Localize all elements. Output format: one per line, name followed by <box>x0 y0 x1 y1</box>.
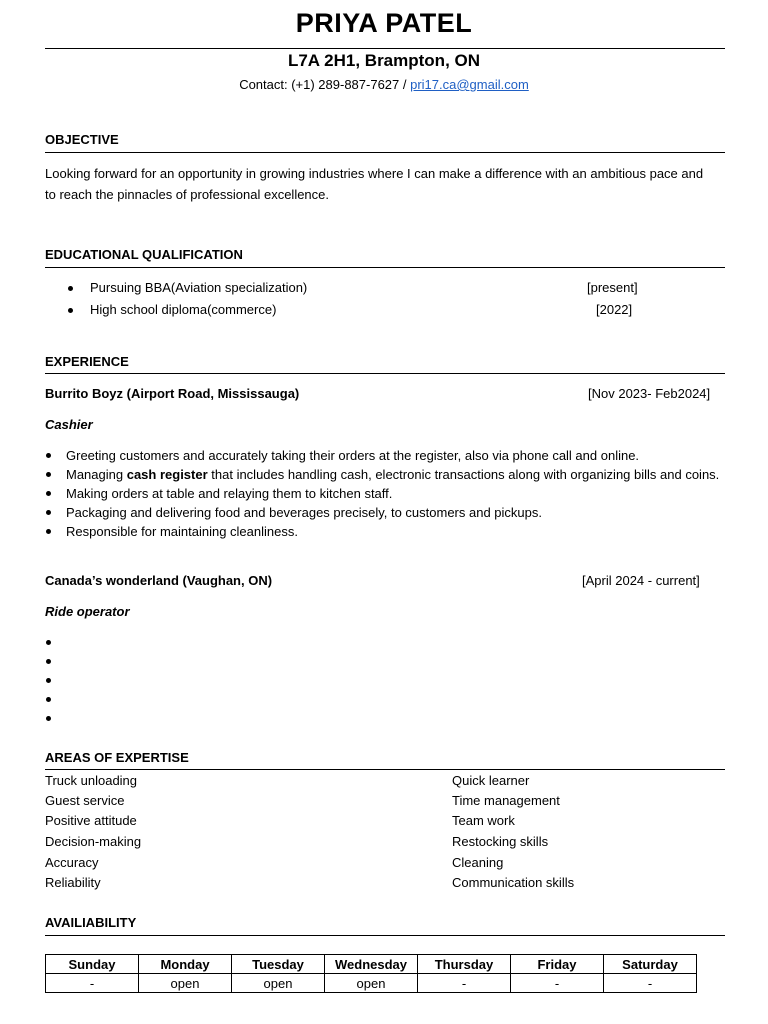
skill-item: Accuracy <box>45 855 99 870</box>
skill-item: Decision-making <box>45 834 142 849</box>
day-header: Sunday <box>46 955 139 974</box>
skill-item: Restocking skills <box>452 834 549 849</box>
bullet-icon <box>46 529 51 534</box>
availability-table <box>45 954 697 993</box>
email-link[interactable]: pri17.ca@gmail.com <box>410 77 529 92</box>
objective-divider <box>45 152 725 153</box>
job-dates: [April 2024 - current] <box>582 573 700 588</box>
education-date: [present] <box>587 280 638 295</box>
bullet-icon <box>46 472 51 477</box>
day-header: Wednesday <box>325 955 418 974</box>
skill-item: Time management <box>452 793 560 808</box>
education-item <box>68 280 307 295</box>
bullet-icon <box>46 716 51 721</box>
availability-cell: - <box>604 974 697 993</box>
candidate-name: PRIYA PATEL <box>295 8 473 38</box>
job-duties-list <box>45 446 725 541</box>
list-item <box>45 503 725 522</box>
table-row <box>46 974 697 993</box>
availability-cell: - <box>511 974 604 993</box>
contact-line <box>0 77 768 92</box>
skill-item: Team work <box>452 813 515 828</box>
skill-item: Communication skills <box>452 875 575 890</box>
objective-heading: OBJECTIVE <box>45 132 119 147</box>
list-item <box>45 446 725 465</box>
education-label: High school diploma(commerce) <box>90 302 277 317</box>
objective-text: Looking forward for an opportunity in growing industries where I can make a difference with an ambitious pace and to reach the pinnacles of professional excellence. <box>45 166 704 202</box>
expertise-divider <box>45 769 725 770</box>
day-header: Thursday <box>418 955 511 974</box>
availability-heading: AVAILIABILITY <box>45 915 137 930</box>
duty-text: that includes handling cash, electronic transactions along with organizing bills and coins. <box>207 467 720 482</box>
duty-text: Packaging and delivering food and beverages precisely, to customers and pickups. <box>66 505 542 520</box>
education-divider <box>45 267 725 268</box>
list-item <box>45 465 725 484</box>
skill-item: Quick learner <box>452 773 530 788</box>
contact-phone: Contact: (+1) 289-887-7627 <box>239 77 400 92</box>
duty-emphasis: cash register <box>126 467 208 482</box>
skill-item: Truck unloading <box>45 773 138 788</box>
availability-divider <box>45 935 725 936</box>
availability-cell: open <box>325 974 418 993</box>
day-header: Tuesday <box>232 955 325 974</box>
availability-cell: open <box>139 974 232 993</box>
bullet-icon <box>46 678 51 683</box>
duty-text: Managing <box>66 467 127 482</box>
job-employer: Burrito Boyz (Airport Road, Mississauga) <box>45 386 300 401</box>
duty-text: Greeting customers and accurately taking their orders at the register, also via phone call and online. <box>66 448 640 463</box>
table-header-row <box>46 955 697 974</box>
education-date: [2022] <box>596 302 633 317</box>
job-dates: [Nov 2023- Feb2024] <box>588 386 711 401</box>
job-role: Cashier <box>45 417 93 432</box>
skill-item: Positive attitude <box>45 813 137 828</box>
availability-cell: open <box>232 974 325 993</box>
address: L7A 2H1, Brampton, ON <box>287 51 481 70</box>
job-employer: Canada’s wonderland (Vaughan, ON) <box>45 573 273 588</box>
education-item <box>68 302 276 317</box>
duty-text: Making orders at table and relaying them to kitchen staff. <box>66 486 393 501</box>
bullet-icon <box>46 453 51 458</box>
bullet-icon <box>46 697 51 702</box>
day-header: Friday <box>511 955 604 974</box>
availability-cell: - <box>46 974 139 993</box>
day-header: Saturday <box>604 955 697 974</box>
skill-item: Cleaning <box>452 855 504 870</box>
bullet-icon <box>46 640 51 645</box>
experience-heading: EXPERIENCE <box>45 354 129 369</box>
bullet-icon <box>68 286 73 291</box>
header-divider <box>45 48 725 49</box>
list-item <box>45 522 725 541</box>
skill-item: Reliability <box>45 875 101 890</box>
bullet-icon <box>46 491 51 496</box>
list-item <box>45 484 725 503</box>
bullet-icon <box>46 510 51 515</box>
bullet-icon <box>46 659 51 664</box>
availability-cell: - <box>418 974 511 993</box>
bullet-icon <box>68 308 73 313</box>
expertise-heading: AREAS OF EXPERTISE <box>45 750 189 765</box>
education-heading: EDUCATIONAL QUALIFICATION <box>45 247 243 262</box>
day-header: Monday <box>139 955 232 974</box>
experience-divider <box>45 373 725 374</box>
skill-item: Guest service <box>45 793 125 808</box>
duty-text: Responsible for maintaining cleanliness. <box>66 524 298 539</box>
education-label: Pursuing BBA(Aviation specialization) <box>90 280 308 295</box>
job-role: Ride operator <box>45 604 130 619</box>
contact-separator: / <box>399 77 411 92</box>
